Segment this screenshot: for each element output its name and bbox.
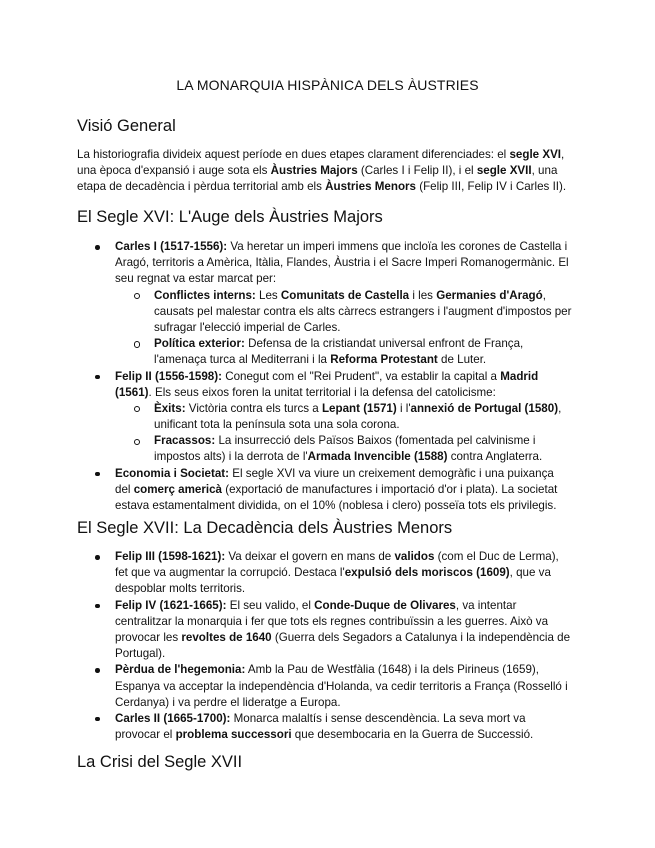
- list-item: [77, 466, 582, 515]
- text-run: Va heretar un imperi immens que incloïa les corones de Castella i: [227, 240, 568, 253]
- text-run: Monarca malaltís i sense descendència. La seva mort va: [230, 711, 526, 725]
- bold-text: Armada Invencible (1588): [307, 450, 448, 464]
- bold-text: revoltes de 1640: [181, 630, 272, 644]
- text-line: [115, 711, 582, 727]
- text-run: (Felip III, Felip IV i Carles II).: [415, 180, 567, 194]
- text-line: [115, 646, 582, 662]
- text-line: [115, 482, 582, 498]
- text-line: [154, 320, 582, 336]
- bold-text: Germanies d'Aragó: [436, 288, 543, 302]
- bold-text: segle XVI: [509, 148, 562, 161]
- list-item: [77, 239, 582, 288]
- text-line: [115, 498, 582, 514]
- bold-text: Pèrdua de l'hegemonia:: [115, 663, 246, 677]
- text-run: El seu valido, el: [226, 598, 315, 612]
- bold-text: comerç americà: [133, 482, 223, 496]
- text-run: provocar les: [115, 630, 182, 644]
- text-line: [115, 565, 582, 581]
- bold-text: Felip II (1556-1598):: [115, 369, 222, 383]
- bullet-icon: [95, 375, 100, 380]
- text-line: [115, 727, 582, 743]
- bold-text: expulsió dels moriscos (1609): [344, 566, 510, 580]
- text-run: sufragar l'elecció imperial de Carles.: [154, 320, 341, 334]
- bold-text: Felip IV (1621-1665):: [115, 598, 227, 612]
- text-run: ,: [542, 288, 546, 302]
- heading-general: Visió General: [77, 117, 176, 135]
- text-line: [77, 163, 582, 179]
- text-run: La insurrecció dels Països Baixos (fomentada pel calvinisme i: [215, 434, 536, 448]
- text-line: [154, 304, 582, 320]
- bold-text: Àustries Majors: [270, 164, 358, 178]
- text-line: [115, 549, 582, 565]
- bold-text: Àustries Menors: [325, 180, 416, 194]
- text-run: i les: [409, 288, 437, 302]
- text-line: [115, 369, 582, 385]
- text-run: una època d'expansió i auge sota els: [77, 164, 271, 178]
- text-line: [115, 466, 582, 482]
- bold-text: Madrid: [500, 369, 539, 383]
- text-run: causats pel malestar contra els alts càrrecs estrangers i l'augment d'impostos per: [154, 304, 572, 318]
- bold-text: problema successori: [175, 728, 292, 742]
- text-run: etapa de decadència i pèrdua territorial amb els: [77, 180, 326, 194]
- sub-list-item: [77, 336, 582, 368]
- bold-text: Conflictes interns:: [154, 288, 256, 302]
- text-line: [154, 401, 582, 417]
- list-item: [77, 662, 582, 711]
- bold-text: Política exterior:: [154, 337, 245, 351]
- text-run: centralitzar la monarquia i fer que tots els regnes contribuïssin a les guerres. Això va: [115, 614, 549, 628]
- hollow-bullet-icon: [134, 293, 140, 299]
- text-line: [115, 271, 582, 287]
- text-line: [154, 449, 582, 465]
- text-run: provocar el: [115, 728, 176, 742]
- text-run: , que va: [509, 566, 551, 580]
- bullet-icon: [95, 555, 100, 560]
- heading-crisi: La Crisi del Segle XVII: [77, 753, 243, 771]
- text-line: [154, 352, 582, 368]
- text-run: El segle XVI va viure un creixement demogràfic i una puixança: [229, 466, 554, 480]
- text-line: [115, 385, 582, 401]
- heading-segle-xvii: El Segle XVII: La Decadència dels Àustries Menors: [77, 519, 453, 537]
- text-run: seu regnat va estar marcat per:: [115, 272, 277, 286]
- bold-text: Economia i Societat:: [115, 466, 230, 480]
- document-title: LA MONARQUIA HISPÀNICA DELS ÀUSTRIES: [176, 77, 479, 93]
- text-run: Cerdanya) i va perdre el lideratge a Europa.: [115, 695, 341, 709]
- bold-text: Lepant (1571): [321, 401, 397, 415]
- bold-text: Carles I (1517-1556):: [115, 240, 228, 253]
- list-item: [77, 369, 582, 401]
- text-run: estava estamentalment dividida, on el 10% (noblesa i clero) posseïa tots els privilegis.: [115, 499, 557, 512]
- text-run: del: [115, 482, 134, 496]
- hollow-bullet-icon: [134, 341, 140, 347]
- text-line: [154, 288, 582, 304]
- sub-list-item: [77, 401, 582, 433]
- text-run: Espanya va acceptar la independència d'Holanda, va cedir territoris a França (Rosselló i: [115, 679, 568, 693]
- bullet-icon: [95, 668, 100, 673]
- text-run: impostos alts) i la derrota de l': [154, 450, 308, 464]
- text-run: ,: [561, 148, 565, 161]
- bold-text: (1561): [115, 385, 149, 399]
- text-line: [154, 417, 582, 433]
- bold-text: Comunitats de Castella: [280, 288, 410, 302]
- text-line: [77, 147, 582, 163]
- text-run: unificant tota la península sota una sola corona.: [154, 418, 400, 432]
- text-run: , una: [531, 164, 558, 178]
- sub-list-item: [77, 288, 582, 337]
- bold-text: validos: [394, 550, 435, 563]
- text-line: [115, 695, 582, 711]
- text-run: Conegut com el "Rei Prudent", va establir la capital a: [221, 369, 501, 383]
- general-paragraph: [77, 147, 582, 196]
- text-run: . Els seus eixos foren la unitat territorial i la defensa del catolicisme:: [148, 385, 496, 399]
- text-run: (exportació de manufactures i importació d'or i plata). La societat: [222, 482, 558, 496]
- text-line: [115, 598, 582, 614]
- text-run: fet que va augmentar la corrupció. Destaca l': [115, 566, 345, 580]
- bullet-icon: [95, 717, 100, 722]
- bold-text: annexió de Portugal (1580): [410, 401, 559, 415]
- text-line: [154, 336, 582, 352]
- bold-text: Èxits:: [154, 401, 186, 415]
- text-line: [115, 581, 582, 597]
- sub-list-item: [77, 433, 582, 465]
- text-run: La historiografia divideix aquest període en dues etapes clarament diferenciades: el: [77, 148, 510, 161]
- hollow-bullet-icon: [134, 439, 140, 445]
- bold-text: segle XVII: [476, 164, 532, 178]
- segle-xvi-list: [77, 239, 582, 514]
- text-line: [77, 179, 582, 195]
- text-run: Va deixar el govern en mans de: [225, 550, 395, 563]
- text-line: [115, 630, 582, 646]
- bold-text: Conde-Duque de Olivares: [314, 598, 456, 612]
- text-run: Les: [255, 288, 281, 302]
- text-run: despoblar molts territoris.: [115, 582, 246, 596]
- text-run: de Luter.: [437, 353, 487, 367]
- text-run: (Guerra dels Segadors a Catalunya i la independència de: [271, 630, 571, 644]
- text-run: l'amenaça turca al Mediterrani i la: [154, 353, 331, 367]
- text-run: contra Anglaterra.: [447, 450, 543, 464]
- list-item: [77, 549, 582, 598]
- text-run: , va intentar: [455, 598, 517, 612]
- text-run: (com el Duc de Lerma),: [434, 550, 559, 563]
- text-run: Victòria contra els turcs a: [185, 401, 322, 415]
- text-line: [115, 255, 582, 271]
- hollow-bullet-icon: [134, 406, 140, 412]
- text-run: i l': [396, 401, 411, 415]
- text-run: ,: [558, 401, 562, 415]
- text-run: Defensa de la cristiandat universal enfront de França,: [244, 337, 524, 351]
- text-run: Portugal).: [115, 647, 166, 661]
- text-line: [115, 614, 582, 630]
- text-run: Aragó, territoris a Amèrica, Itàlia, Flandes, Àustria i el Sacre Imperi Romanogermànic. El: [115, 256, 569, 270]
- bold-text: Carles II (1665-1700):: [115, 711, 231, 725]
- text-run: (Carles I i Felip II), i el: [357, 164, 477, 178]
- bold-text: Reforma Protestant: [330, 353, 438, 367]
- text-run: que desembocaria en la Guerra de Successió.: [291, 728, 534, 742]
- text-run: Amb la Pau de Westfàlia (1648) i la dels Pirineus (1659),: [245, 663, 539, 677]
- text-line: [115, 662, 582, 678]
- bullet-icon: [95, 604, 100, 609]
- bullet-icon: [95, 245, 100, 250]
- text-line: [115, 679, 582, 695]
- text-line: [115, 239, 582, 255]
- bold-text: Fracassos:: [154, 434, 216, 448]
- list-item: [77, 598, 582, 663]
- list-item: [77, 711, 582, 743]
- bold-text: Felip III (1598-1621):: [115, 550, 226, 563]
- segle-xvii-list: [77, 549, 582, 743]
- bullet-icon: [95, 472, 100, 477]
- text-line: [154, 433, 582, 449]
- heading-segle-xvi: El Segle XVI: L'Auge dels Àustries Majors: [77, 208, 383, 226]
